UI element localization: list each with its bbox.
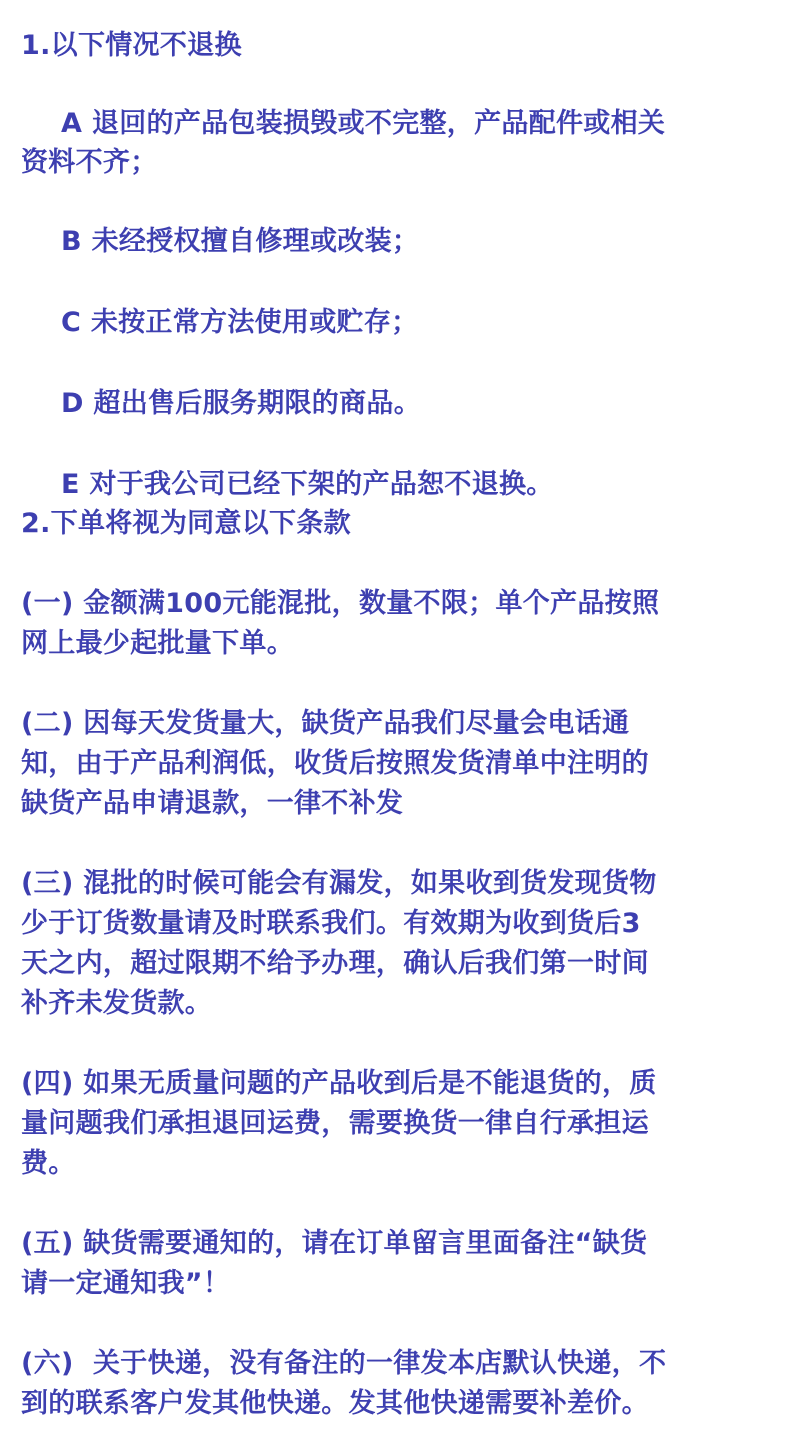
clause-3-line-2: 少于订货数量请及时联系我们。有效期为收到货后3 <box>21 908 641 939</box>
clause-5-line-2: 请一定通知我”！ <box>21 1268 231 1299</box>
clause-2-line-3: 缺货产品申请退款，一律不补发 <box>21 788 404 819</box>
item-a-line-1: A 退回的产品包装损毁或不完整，产品配件或相关 <box>61 108 666 139</box>
item-d: D 超出售后服务期限的商品。 <box>61 388 422 419</box>
item-b: B 未经授权擅自修理或改装； <box>61 226 420 257</box>
section-2-heading: 2.下单将视为同意以下条款 <box>21 508 351 539</box>
item-a-line-2: 资料不齐； <box>21 147 158 178</box>
clause-2-line-1: (二) 因每天发货量大，缺货产品我们尽量会电话通 <box>21 708 630 739</box>
clause-2-line-2: 知，由于产品利润低，收货后按照发货清单中注明的 <box>21 748 649 779</box>
clause-3-line-3: 天之内，超过限期不给予办理，确认后我们第一时间 <box>21 948 649 979</box>
clause-6-line-2: 到的联系客户发其他快递。发其他快递需要补差价。 <box>21 1388 649 1419</box>
clause-6-line-1: (六) 关于快递，没有备注的一律发本店默认快递，不 <box>21 1348 667 1379</box>
clause-5-line-1: (五) 缺货需要通知的，请在订单留言里面备注“缺货 <box>21 1228 648 1259</box>
clause-4-line-1: (四) 如果无质量问题的产品收到后是不能退货的，质 <box>21 1068 657 1099</box>
item-e: E 对于我公司已经下架的产品恕不退换。 <box>61 469 554 500</box>
clause-4-line-3: 费。 <box>21 1148 76 1179</box>
clause-1-line-2: 网上最少起批量下单。 <box>21 628 294 659</box>
item-c: C 未按正常方法使用或贮存； <box>61 307 419 338</box>
clause-4-line-2: 量问题我们承担退回运费，需要换货一律自行承担运 <box>21 1108 649 1139</box>
clause-3-line-1: (三) 混批的时候可能会有漏发，如果收到货发现货物 <box>21 868 657 899</box>
clause-1-line-1: (一) 金额满100元能混批，数量不限；单个产品按照 <box>21 588 660 619</box>
clause-3-line-4: 补齐未发货款。 <box>21 988 213 1019</box>
section-1-heading: 1.以下情况不退换 <box>21 30 242 61</box>
